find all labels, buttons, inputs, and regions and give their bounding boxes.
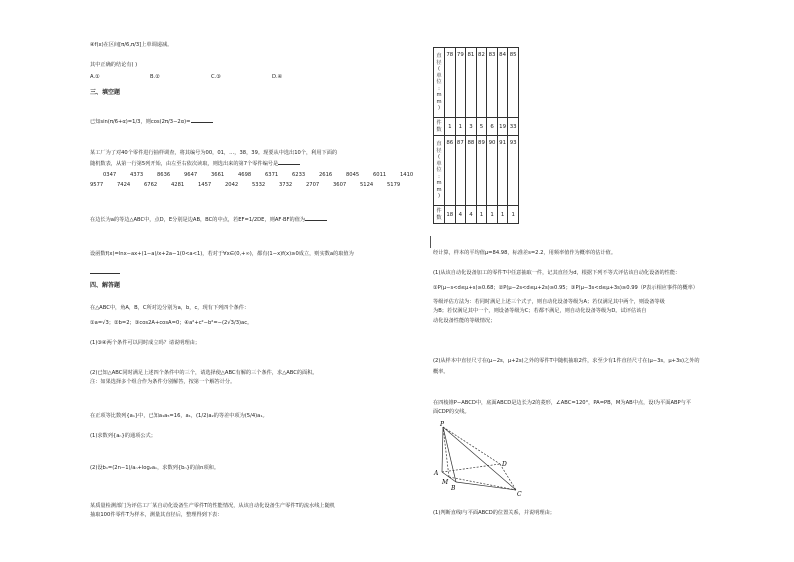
table-cell: 83 [487, 48, 498, 118]
section-fill-in: 三、填空题 [90, 89, 121, 96]
q20-part-1: (1)判断直线l与平面ABCD的位置关系，并说明理由； [433, 510, 555, 516]
q17-conditions: ①a=√3；②b=2；③cos2A+cosA=0；④a²+c²−b²=−(2√3/3)ac。 [90, 320, 253, 326]
vertex-label-b: B [451, 485, 456, 492]
answer-blank [305, 215, 327, 221]
fill-question-3: 在边长为a的等边△ABC中，点D，E分别是边AB，BC的中点，若EF=1/2DE，则AF·BF的值为 [90, 215, 327, 224]
table-cell: 93 [508, 136, 519, 206]
q19-part-1-line-4: 为B；若仅满足其中一个，则设备等级为C；若都不满足，则自动化设备等级为D。试评估该自 [433, 308, 647, 314]
table-cell: 1 [508, 206, 519, 224]
table-cell: 5 [476, 118, 487, 136]
stats-summary: 经计算，样本的平均值μ=84.98，标准差s=2.2，用频率值作为概率的估计值。 [433, 250, 617, 256]
q19-part-1-line-1: (1)从该自动化设备加工的零件T中任意抽取一件，记其直径为d，根据下列不等式评估该自动化设备的性能： [433, 270, 681, 276]
table-cell: 82 [476, 48, 487, 118]
fill-question-1: 已知sin(π/6+α)=1/3，则cos(2π/3−2α)= [90, 117, 213, 126]
table-cell: 84 [497, 48, 508, 118]
option-c: C.③ [211, 74, 221, 80]
vertex-label-c: C [517, 491, 522, 498]
table-cell: 81 [466, 48, 477, 118]
table-cell: 87 [455, 136, 466, 206]
q19-line-2: 抽取100件零件T为样本，测量其直径后，整理得到下表： [90, 512, 223, 518]
option-d: D.④ [272, 74, 283, 80]
vertex-label-m: M [442, 479, 449, 486]
fold-mark [430, 236, 431, 248]
table-cell: 4 [466, 206, 477, 224]
table-cell: 88 [466, 136, 477, 206]
q20-line-1: 在四棱锥P−ABCD中，底面ABCD是边长为2的菱形，∠ABC=120°，PA=PB，M为AB中点，设l为平面ABP与平 [433, 400, 692, 406]
table-cell: 79 [455, 48, 466, 118]
table-cell: 90 [487, 136, 498, 206]
table-cell: 89 [476, 136, 487, 206]
q17-part-2: (2)已知△ABC同时满足上述四个条件中的三个，请选择使△ABC有解的三个条件，求△ABC的面积。 [90, 370, 318, 376]
answer-blank [191, 117, 213, 123]
item-4: ④f(x)在区间[π/6,π/3]上单调递减。 [90, 42, 173, 48]
vertex-label-p: P [440, 421, 445, 428]
q19-part-2-line-2: 概率。 [433, 369, 449, 375]
q18-part-2: (2)设bₙ=(2n−1)/aₙ+log₂aₙ，求数列{bₙ}的前n项和。 [90, 465, 220, 471]
table-cell: 18 [445, 206, 456, 224]
table-row [434, 118, 519, 136]
table-cell: 1 [487, 206, 498, 224]
answer-blank [278, 159, 300, 165]
table-cell: 86 [445, 136, 456, 206]
pyramid-figure [430, 418, 530, 500]
table-header-count: 件 数 [434, 118, 445, 136]
table-row [434, 136, 519, 206]
q19-part-1-line-3: 等级评估方法为：若同时满足上述三个式子，则自动化设备等级为A；若仅满足其中两个，则设备等级 [433, 299, 665, 305]
option-a: A.① [90, 74, 100, 80]
random-table-row-2: 9577 7424 6762 4281 1457 2042 5332 3732 2707 3607 5124 5179 [90, 182, 401, 188]
section-solutions: 四、解答题 [90, 282, 121, 289]
q19-part-2-line-1: (2)从样本中直径尺寸在(μ−2s，μ+2s)之外的零件T中随机抽取2件，求至少有1件直径尺寸在(μ−3s，μ+3s)之外的 [433, 358, 700, 364]
table-cell: 1 [455, 118, 466, 136]
q17-note: 注：如果选择多个组合作为条件分别解答，按第一个解答计分。 [90, 379, 236, 385]
vertex-label-a: A [434, 470, 439, 477]
answer-blank [90, 268, 120, 274]
table-cell: 6 [487, 118, 498, 136]
table-row [434, 48, 519, 118]
table-cell: 1 [445, 118, 456, 136]
q18-intro: 在正项等比数列{aₙ}中，已知a₁a₅=16，a₁，(1/2)a₂的等差中项为(5/4)a₁。 [90, 413, 268, 419]
table-header-diameter: 直 径 ( 单 位 : m m ) [434, 48, 445, 118]
table-cell: 1 [476, 206, 487, 224]
table-cell: 33 [508, 118, 519, 136]
diameter-count-table [433, 47, 519, 224]
table-header-diameter: 直 径 ( 单 位 : m m ) [434, 136, 445, 206]
table-cell: 91 [497, 136, 508, 206]
fill-question-2-line1: 某工厂为了对40个零件进行抽样调查，将其编号为00，01，…，38，39。现要从中选出10个，利用下面的 [90, 150, 338, 156]
vertex-label-d: D [502, 461, 507, 468]
table-header-count: 件 数 [434, 206, 445, 224]
q19-part-1-line-2: ①P(μ−s<d≤μ+s)≥0.68；②P(μ−2s<d≤μ+2s)≥0.95；③P(μ−3s<d≤μ+3s)≥0.99（P表示相应事件的概率） [433, 285, 698, 291]
table-row [434, 206, 519, 224]
q19-part-1-line-5: 动化设备性能的等级情况； [433, 318, 496, 324]
table-cell: 3 [466, 118, 477, 136]
table-cell: 4 [455, 206, 466, 224]
table-cell: 78 [445, 48, 456, 118]
q17-intro: 在△ABC中，角A，B，C所对边分别为a，b，c，现有下列四个条件： [90, 305, 250, 311]
fill-question-2-line2: 随机数表，从第一行第5列开始，由左至右依次读取，则选出来的第7个零件编号是 [90, 159, 300, 168]
fill-question-4-blank [90, 268, 120, 277]
random-table-row-1: 0347 4373 8636 9647 3661 4698 6371 6233 2616 8045 6011 1410 [103, 172, 414, 178]
question-correct-conclusions: 其中正确的结论有( ) [90, 62, 138, 68]
q20-line-2: 面CDP的交线。 [433, 409, 470, 415]
q18-part-1: (1)求数列{aₙ}的通项公式； [90, 433, 156, 439]
table-cell: 1 [497, 206, 508, 224]
table-cell: 85 [508, 48, 519, 118]
table-cell: 19 [497, 118, 508, 136]
q19-line-1: 某质量检测部门为评估工厂某自动化设备生产零件T的性能情况，从该自动化设备生产零件T的流水线上随机 [90, 503, 335, 509]
q17-part-1: (1)③④两个条件可以同时成立吗？请说明理由； [90, 340, 201, 346]
option-b: B.② [150, 74, 160, 80]
fill-question-4-line1: 设函数f(x)=lnx−ax+(1−a)/x+2a−1(0<a<1)，若对于∀x∈(0,+∞)，都有(1−x)f(x)≥0成立，则实数a的取值为 [90, 251, 354, 257]
